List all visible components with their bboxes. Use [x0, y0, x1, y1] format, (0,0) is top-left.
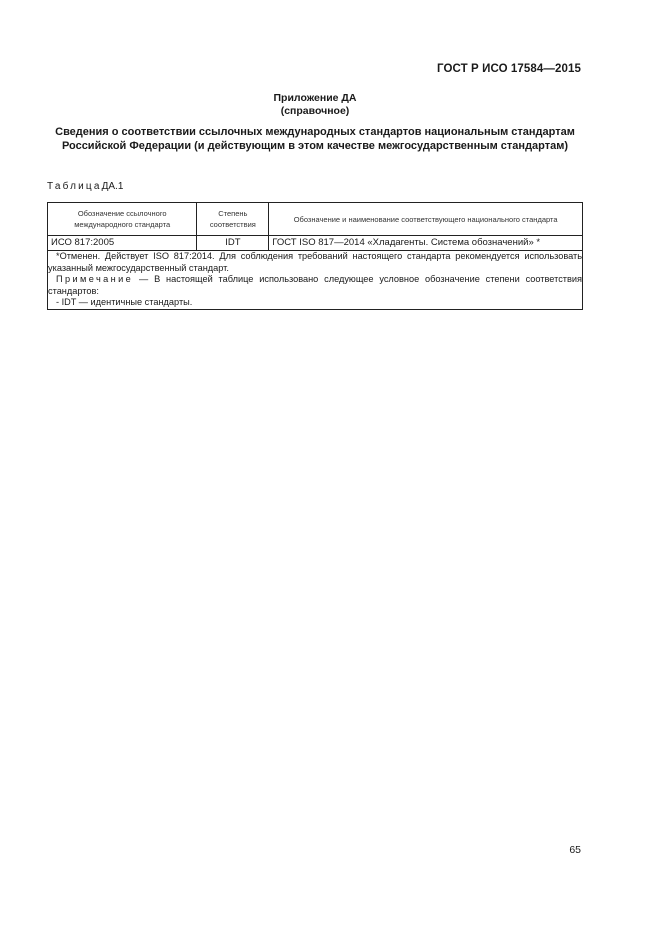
- notes-cell: [48, 251, 583, 310]
- cell-reference-standard: ИСО 817:2005: [48, 236, 197, 251]
- appendix-block: [0, 92, 630, 118]
- note-text: — В настоящей таблице использовано следующее условное обозначение степени соответствия стандартов:: [48, 274, 582, 296]
- page-number: 65: [569, 844, 581, 856]
- cell-conformity-degree: IDT: [197, 236, 269, 251]
- section-heading-line-1: Сведения о соответствии ссылочных международных стандартов национальным стандартам: [55, 126, 575, 138]
- footnote-text: *Отменен. Действует ISO 817:2014. Для соблюдения требований настоящего стандарта рекомендуется использовать указанный межгосударственный стандарт.: [48, 251, 582, 273]
- table-header-row: [48, 203, 583, 236]
- cell-national-standard: ГОСТ ISO 817—2014 «Хладагенты. Система обозначений» *: [269, 236, 583, 251]
- table-caption-number: ДА.1: [101, 181, 124, 192]
- section-heading-line-2: Российской Федерации (и действующим в этом качестве межгосударственным стандартам): [61, 139, 569, 152]
- notes-row: [48, 251, 583, 310]
- header-text-national-standard: Обозначение и наименование соответствующего национального стандарта: [293, 214, 558, 224]
- correspondence-table: [47, 202, 583, 310]
- appendix-subtitle: (справочное): [280, 105, 350, 117]
- header-cell-reference-standard: [48, 203, 197, 236]
- table-row: [48, 236, 583, 251]
- legend-text: - IDT — идентичные стандарты.: [56, 297, 193, 307]
- section-heading: [20, 126, 610, 153]
- header-cell-national-standard: [269, 203, 583, 236]
- header-text-reference-standard: Обозначение ссылочного международного стандарта: [74, 209, 171, 229]
- table-caption: [47, 181, 123, 192]
- document-code: ГОСТ Р ИСО 17584—2015: [436, 63, 581, 75]
- note-paragraph: [48, 274, 582, 297]
- appendix-title: Приложение ДА: [273, 92, 357, 104]
- header-text-conformity-degree: Степень соответствия: [209, 209, 256, 229]
- table-caption-word: Таблица: [47, 181, 102, 192]
- header-cell-conformity-degree: [197, 203, 269, 236]
- note-label: Примечание: [56, 274, 134, 284]
